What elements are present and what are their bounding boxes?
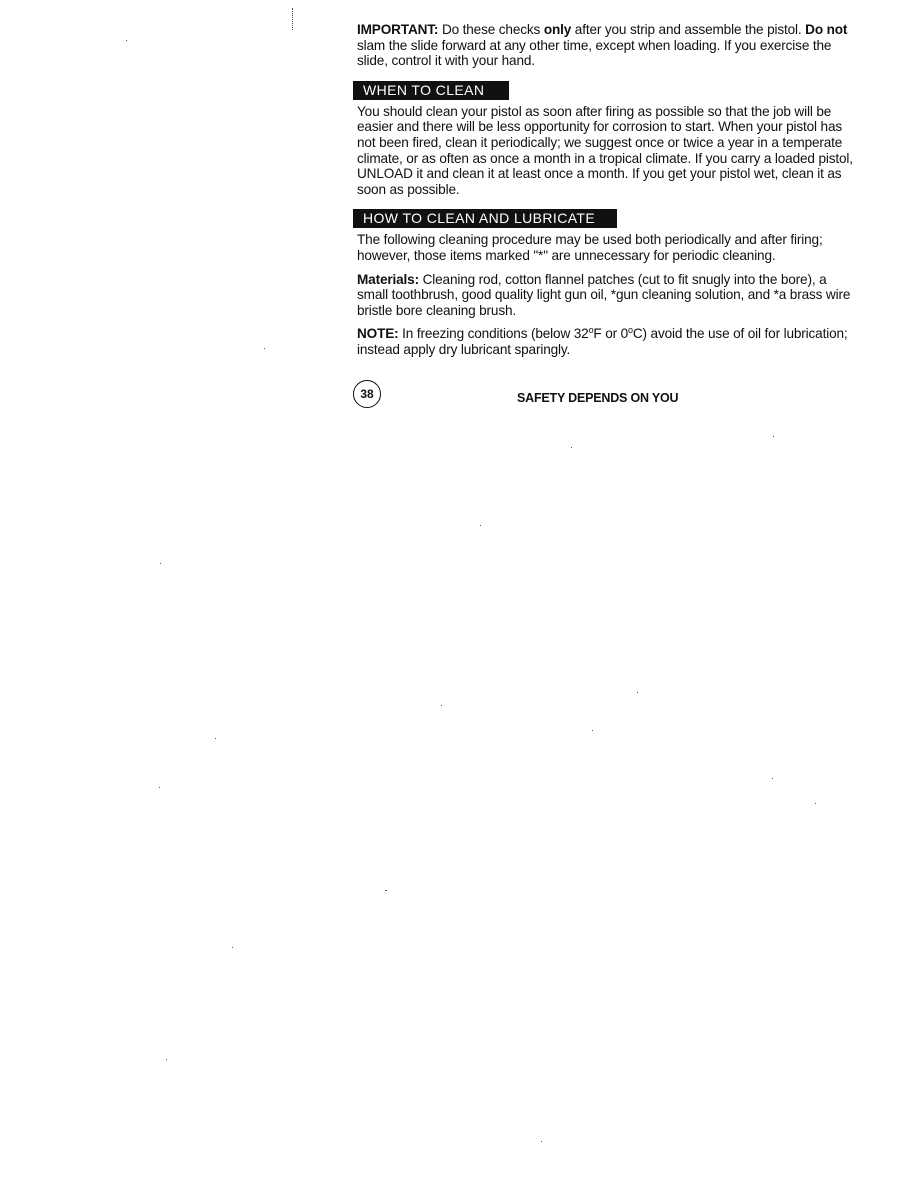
scan-speck xyxy=(815,803,816,804)
important-text-3: slam the slide forward at any other time, except when loading. If you exercise the slide, control it with your hand. xyxy=(357,37,832,69)
scan-speck xyxy=(126,40,127,41)
when-to-clean-heading: WHEN TO CLEAN xyxy=(353,81,509,100)
important-emph-only: only xyxy=(543,22,572,37)
scan-speck xyxy=(773,436,774,437)
scan-speck xyxy=(480,525,481,526)
scan-speck xyxy=(637,692,638,693)
scan-mark xyxy=(292,8,295,30)
important-label: IMPORTANT: xyxy=(357,22,439,37)
note-text-3: C) avoid the use of oil for lubrication; instead apply dry lubricant sparingly. xyxy=(357,326,848,357)
scan-speck xyxy=(264,348,265,349)
scan-speck xyxy=(160,563,161,564)
scan-speck xyxy=(232,947,233,948)
content-column xyxy=(357,22,857,366)
note-text-2: F or 0 xyxy=(593,326,629,342)
page-footer xyxy=(353,380,873,410)
scan-speck xyxy=(441,705,442,706)
important-paragraph xyxy=(357,22,857,69)
materials-label: Materials: xyxy=(357,271,419,287)
scan-speck xyxy=(166,1059,167,1060)
scan-speck xyxy=(592,730,593,731)
materials-text: Cleaning rod, cotton flannel patches (cut to fit snugly into the bore), a small toothbrush, good quality light gun oil, *gun cleaning solution, and *a brass wire bristle bore cleaning brush. xyxy=(357,271,851,318)
scan-speck xyxy=(571,447,572,448)
scan-speck xyxy=(385,890,387,891)
how-to-clean-intro: The following cleaning procedure may be used both periodically and after firing; however, those items marked "*" are unnecessary for periodic cleaning. xyxy=(357,232,823,263)
note-degree-2: o xyxy=(628,325,633,336)
materials-paragraph xyxy=(357,272,857,319)
scan-speck xyxy=(159,787,160,788)
scan-speck xyxy=(772,778,773,779)
scan-speck xyxy=(541,1141,542,1142)
note-degree-1: o xyxy=(588,325,594,336)
important-emph-do-not: Do not xyxy=(805,22,848,37)
note-label: NOTE: xyxy=(357,326,399,342)
scan-speck xyxy=(215,738,216,739)
note-paragraph xyxy=(357,326,857,357)
when-to-clean-body: You should clean your pistol as soon after firing as possible so that the job will be easier and there will be less opportunity for corrosion to start. When your pistol has not been fired, clean it periodically; we suggest once or twice a year in a temperate climate, or as often as once a month in a tropical climate. If you carry a loaded pistol, UNLOAD it and clean it at least once a month. If you get your pistol wet, clean it as soon as possible. xyxy=(357,103,853,197)
footer-tagline: SAFETY DEPENDS ON YOU xyxy=(517,391,679,405)
important-text-2: after you strip and assemble the pistol. xyxy=(571,22,806,37)
important-text-1: Do these checks xyxy=(438,22,544,37)
note-text-1: In freezing conditions (below 32 xyxy=(398,326,589,342)
how-to-clean-heading: HOW TO CLEAN AND LUBRICATE xyxy=(353,209,617,228)
page-number-badge: 38 xyxy=(353,380,381,408)
